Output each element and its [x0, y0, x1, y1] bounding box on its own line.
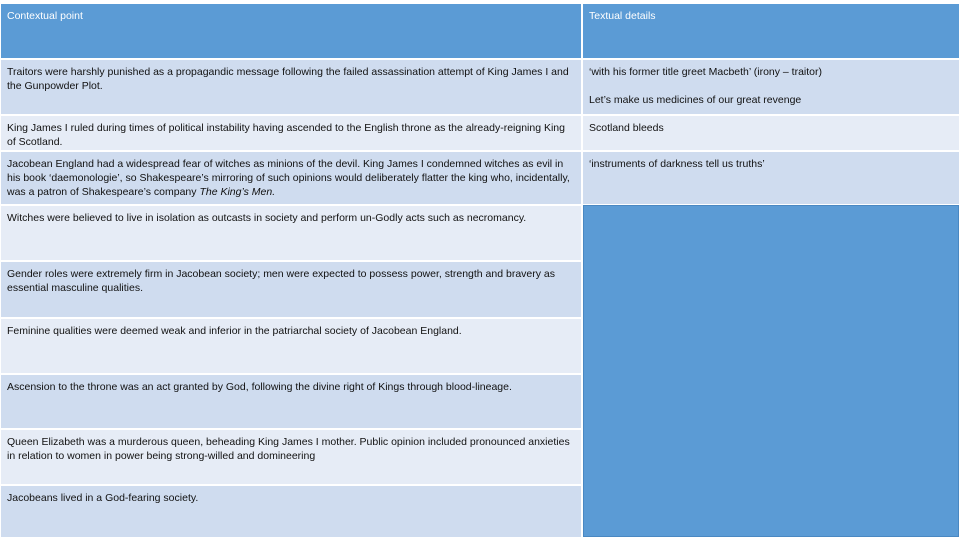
- row-1-details: [583, 60, 959, 114]
- row-3-context: [1, 152, 581, 204]
- row-9-context: Jacobeans lived in a God-fearing society.: [1, 486, 581, 537]
- row-8-context: Queen Elizabeth was a murderous queen, beheading King James I mother. Public opinion included pronounced anxieties in relation to women in power being strong-willed and domineering: [1, 430, 581, 484]
- row-3-context-text: Jacobean England had a widespread fear of witches as minions of the devil. King James I condemned witches as evil in his book ‘daemonologie’, so Shakespeare’s mirroring of such opinions would deliberately flatter the king who, incidentally, was a patron of Shakespeare’s company: [7, 158, 570, 198]
- row-4-context: Witches were believed to live in isolation as outcasts in society and perform un-Godly acts such as necromancy.: [1, 206, 581, 260]
- row-1-details-quote-2: Let’s make us medicines of our great revenge: [589, 94, 802, 106]
- header-contextual-point: Contextual point: [1, 4, 581, 58]
- row-5-context: Gender roles were extremely firm in Jacobean society; men were expected to possess power, strength and bravery as essential masculine qualities.: [1, 262, 581, 317]
- row-1-details-quote: ‘with his former title greet Macbeth’ (irony – traitor): [589, 66, 823, 78]
- header-textual-details: Textual details: [583, 4, 959, 58]
- row-2-details: Scotland bleeds: [583, 116, 959, 150]
- row-1-context: Traitors were harshly punished as a propagandic message following the failed assassination attempt of King James I and the Gunpowder Plot.: [1, 60, 581, 114]
- empty-details-box: [583, 205, 959, 537]
- row-2-context: King James I ruled during times of political instability having ascended to the English throne as the already-reigning King of Scotland.: [1, 116, 581, 150]
- row-3-context-italic: The King’s Men.: [199, 186, 276, 198]
- row-7-context: Ascension to the throne was an act granted by God, following the divine right of Kings through blood-lineage.: [1, 375, 581, 428]
- row-3-details: ‘instruments of darkness tell us truths’: [583, 152, 959, 204]
- row-6-context: Feminine qualities were deemed weak and inferior in the patriarchal society of Jacobean England.: [1, 319, 581, 373]
